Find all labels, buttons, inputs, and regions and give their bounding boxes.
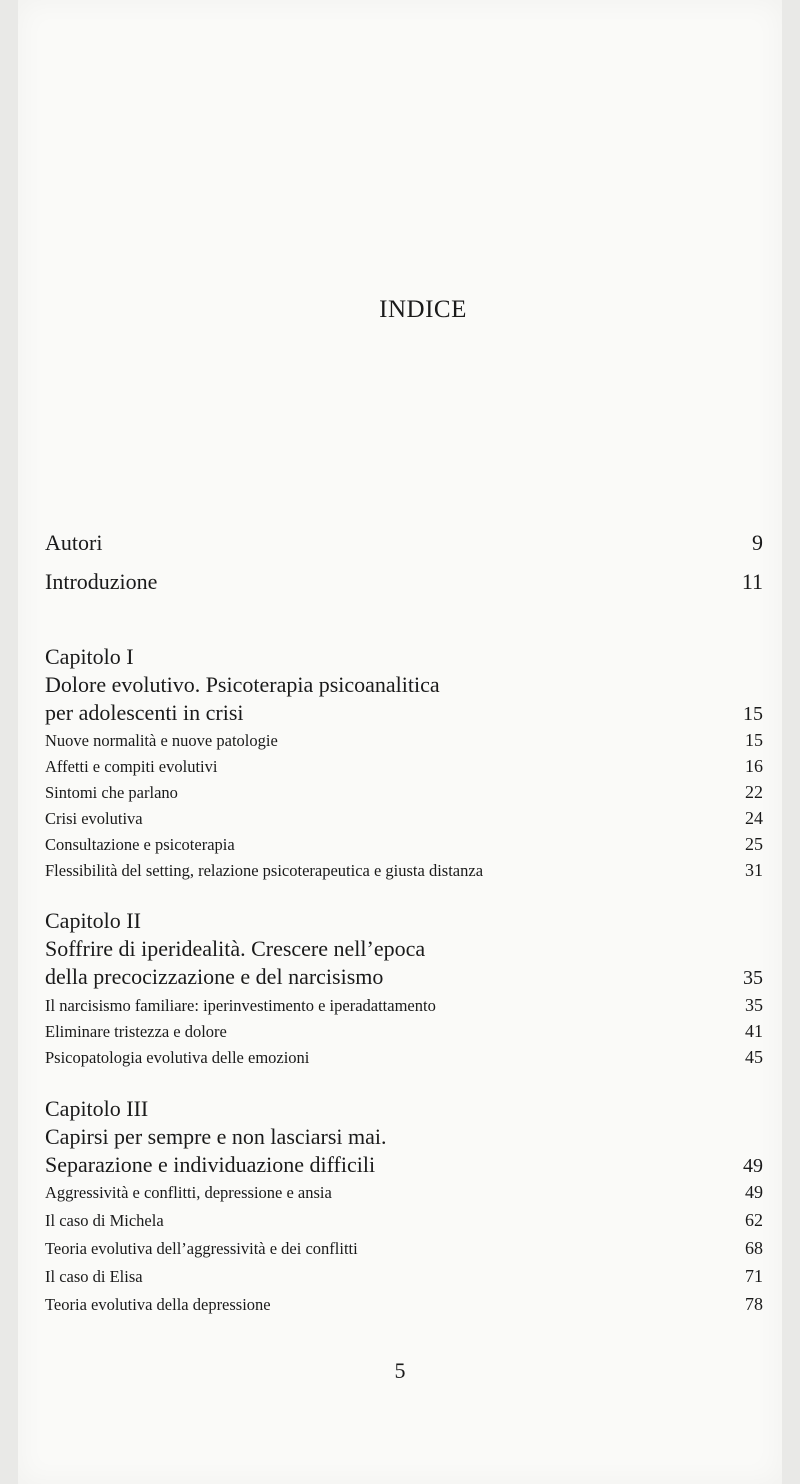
toc-section-label: Flessibilità del setting, relazione psicoterapeutica e giusta distanza [45, 861, 484, 880]
toc-section-label: Sintomi che parlano [45, 783, 178, 802]
toc-section [45, 860, 763, 881]
toc-section-label: Affetti e compiti evolutivi [45, 757, 218, 776]
toc-entry-autori [45, 530, 763, 556]
toc-section [45, 1021, 763, 1042]
toc-section-page: 16 [745, 756, 763, 776]
toc-section-label: Eliminare tristezza e dolore [45, 1022, 227, 1041]
toc-section-page: 15 [745, 730, 763, 750]
toc-section-label: Aggressività e conflitti, depressione e ansia [45, 1183, 332, 1202]
toc-section [45, 1238, 763, 1259]
toc-section-label: Teoria evolutiva dell’aggressività e dei conflitti [45, 1239, 358, 1258]
chapter-number: Capitolo II [45, 908, 141, 933]
chapter-title-line: per adolescenti in crisi [45, 700, 244, 725]
chapter-title-line: Soffrire di iperidealità. Crescere nell’epoca [45, 936, 426, 961]
toc-section [45, 1047, 763, 1068]
toc-section [45, 756, 763, 777]
chapter-number: Capitolo I [45, 644, 134, 669]
chapter-page: 35 [743, 967, 763, 989]
toc-section [45, 782, 763, 803]
page-title: INDICE [379, 296, 467, 323]
chapter-heading [45, 1095, 763, 1180]
toc-section-page: 41 [745, 1021, 763, 1041]
toc-section-label: Crisi evolutiva [45, 809, 143, 828]
toc-section [45, 730, 763, 751]
toc-section-label: Il caso di Michela [45, 1211, 164, 1230]
toc-section-label: Il caso di Elisa [45, 1267, 143, 1286]
toc-section [45, 1182, 763, 1203]
chapter-heading [45, 907, 763, 992]
toc-section [45, 1210, 763, 1231]
toc-section-label: Psicopatologia evolutiva delle emozioni [45, 1048, 310, 1067]
toc-section-page: 71 [745, 1266, 763, 1286]
toc-section-label: Consultazione e psicoterapia [45, 835, 235, 854]
toc-section-page: 35 [745, 995, 763, 1015]
toc-section-label: Nuove normalità e nuove patologie [45, 731, 278, 750]
toc-section-page: 22 [745, 782, 763, 802]
chapter-title-line: della precocizzazione e del narcisismo [45, 964, 384, 989]
page-number: 5 [394, 1358, 406, 1383]
toc-section-page: 25 [745, 834, 763, 854]
toc-entry-page: 11 [741, 569, 763, 594]
toc-section [45, 808, 763, 829]
toc-section-page: 31 [745, 860, 763, 880]
book-page [18, 0, 782, 1484]
toc-section-page: 24 [745, 808, 763, 828]
chapter-heading [45, 643, 763, 728]
toc-section [45, 995, 763, 1016]
toc-entry-introduzione [45, 569, 763, 595]
toc-section-page: 68 [745, 1238, 763, 1258]
chapter-number: Capitolo III [45, 1096, 149, 1121]
toc-section [45, 1266, 763, 1287]
toc-entry-page: 9 [752, 530, 763, 555]
toc-section-page: 78 [745, 1294, 763, 1314]
chapter-title-line: Dolore evolutivo. Psicoterapia psicoanalitica [45, 672, 440, 697]
toc-section-label: Il narcisismo familiare: iperinvestimento e iperadattamento [45, 996, 436, 1015]
toc-section [45, 834, 763, 855]
toc-entry-label: Autori [45, 530, 103, 555]
toc-section-page: 49 [745, 1182, 763, 1202]
chapter-title-line: Capirsi per sempre e non lasciarsi mai. [45, 1124, 387, 1149]
toc-section-label: Teoria evolutiva della depressione [45, 1295, 271, 1314]
chapter-page: 15 [743, 703, 763, 725]
toc-section [45, 1294, 763, 1315]
toc-section-page: 62 [745, 1210, 763, 1230]
toc-entry-label: Introduzione [45, 569, 158, 594]
chapter-page: 49 [743, 1155, 763, 1177]
chapter-title-line: Separazione e individuazione difficili [45, 1152, 376, 1177]
toc-section-page: 45 [745, 1047, 763, 1067]
